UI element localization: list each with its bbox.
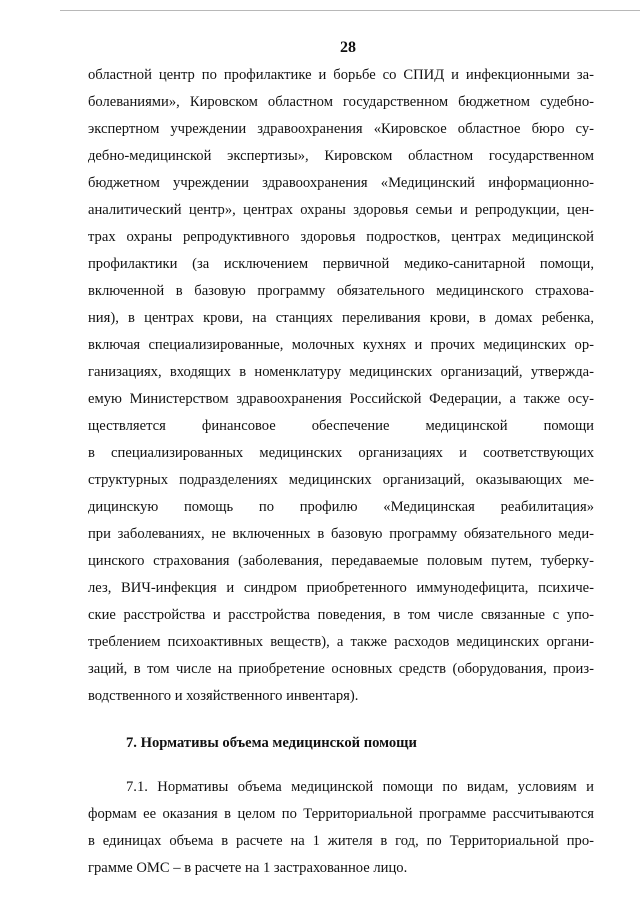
section-heading: 7. Нормативы объема медицинской помощи — [126, 735, 417, 751]
paragraph-1 — [88, 62, 594, 710]
page-number: 28 — [340, 39, 356, 56]
text-line: бюджетном учреждении здравоохранения «Медицинский информационно- — [88, 175, 594, 191]
text-line: экспертном учреждении здравоохранения «Кировское областное бюро су- — [88, 121, 594, 137]
text-line: включенной в базовую программу обязательного медицинского страхова- — [88, 283, 594, 299]
text-line: ния), в центрах крови, на станциях переливания крови, в домах ребенка, — [88, 310, 594, 326]
text-line: цинского страхования (заболевания, передаваемые половым путем, туберку- — [88, 553, 594, 569]
top-border-line — [60, 10, 640, 11]
text-line: аналитический центр», центрах охраны здоровья семьи и репродукции, цен- — [88, 202, 594, 218]
text-line: дицинскую помощь по профилю «Медицинская реабилитация» — [88, 499, 594, 515]
text-line: в единицах объема в расчете на 1 жителя в год, по Территориальной про- — [88, 833, 594, 849]
text-line: формам ее оказания в целом по Территориальной программе рассчитываются — [88, 806, 594, 822]
text-line: дебно-медицинской экспертизы», Кировском областном государственном — [88, 148, 594, 164]
text-line: ские расстройства и расстройства поведения, в том числе связанные с упо- — [88, 607, 594, 623]
text-line: ществляется финансовое обеспечение медицинской помощи — [88, 418, 594, 434]
text-line: емую Министерством здравоохранения Российской Федерации, а также осу- — [88, 391, 594, 407]
text-line: профилактики (за исключением первичной медико-санитарной помощи, — [88, 256, 594, 272]
text-line: областной центр по профилактике и борьбе со СПИД и инфекционными за- — [88, 67, 594, 83]
text-line: структурных подразделениях медицинских организаций, оказывающих ме- — [88, 472, 594, 488]
text-line: в специализированных медицинских организациях и соответствующих — [88, 445, 594, 461]
text-line: ганизациях, входящих в номенклатуру медицинских организаций, утвержда- — [88, 364, 594, 380]
text-line: включая специализированные, молочных кухнях и прочих медицинских ор- — [88, 337, 594, 353]
text-line: болеваниями», Кировском областном государственном бюджетном судебно- — [88, 94, 594, 110]
text-line: 7.1. Нормативы объема медицинской помощи по видам, условиям и — [126, 779, 594, 795]
text-line: водственного и хозяйственного инвентаря). — [88, 688, 359, 704]
text-line: грамме ОМС – в расчете на 1 застрахованное лицо. — [88, 860, 408, 876]
text-line: при заболеваниях, не включенных в базовую программу обязательного меди- — [88, 526, 594, 542]
text-line: треблением психоактивных веществ), а также расходов медицинских органи- — [88, 634, 594, 650]
document-body — [88, 62, 594, 882]
text-line: лез, ВИЧ-инфекция и синдром приобретенного иммунодефицита, психиче- — [88, 580, 594, 596]
paragraph-7-1 — [88, 774, 594, 882]
text-line: трах охраны репродуктивного здоровья подростков, центрах медицинской — [88, 229, 594, 245]
text-line: заций, в том числе на приобретение основных средств (оборудования, произ- — [88, 661, 594, 677]
